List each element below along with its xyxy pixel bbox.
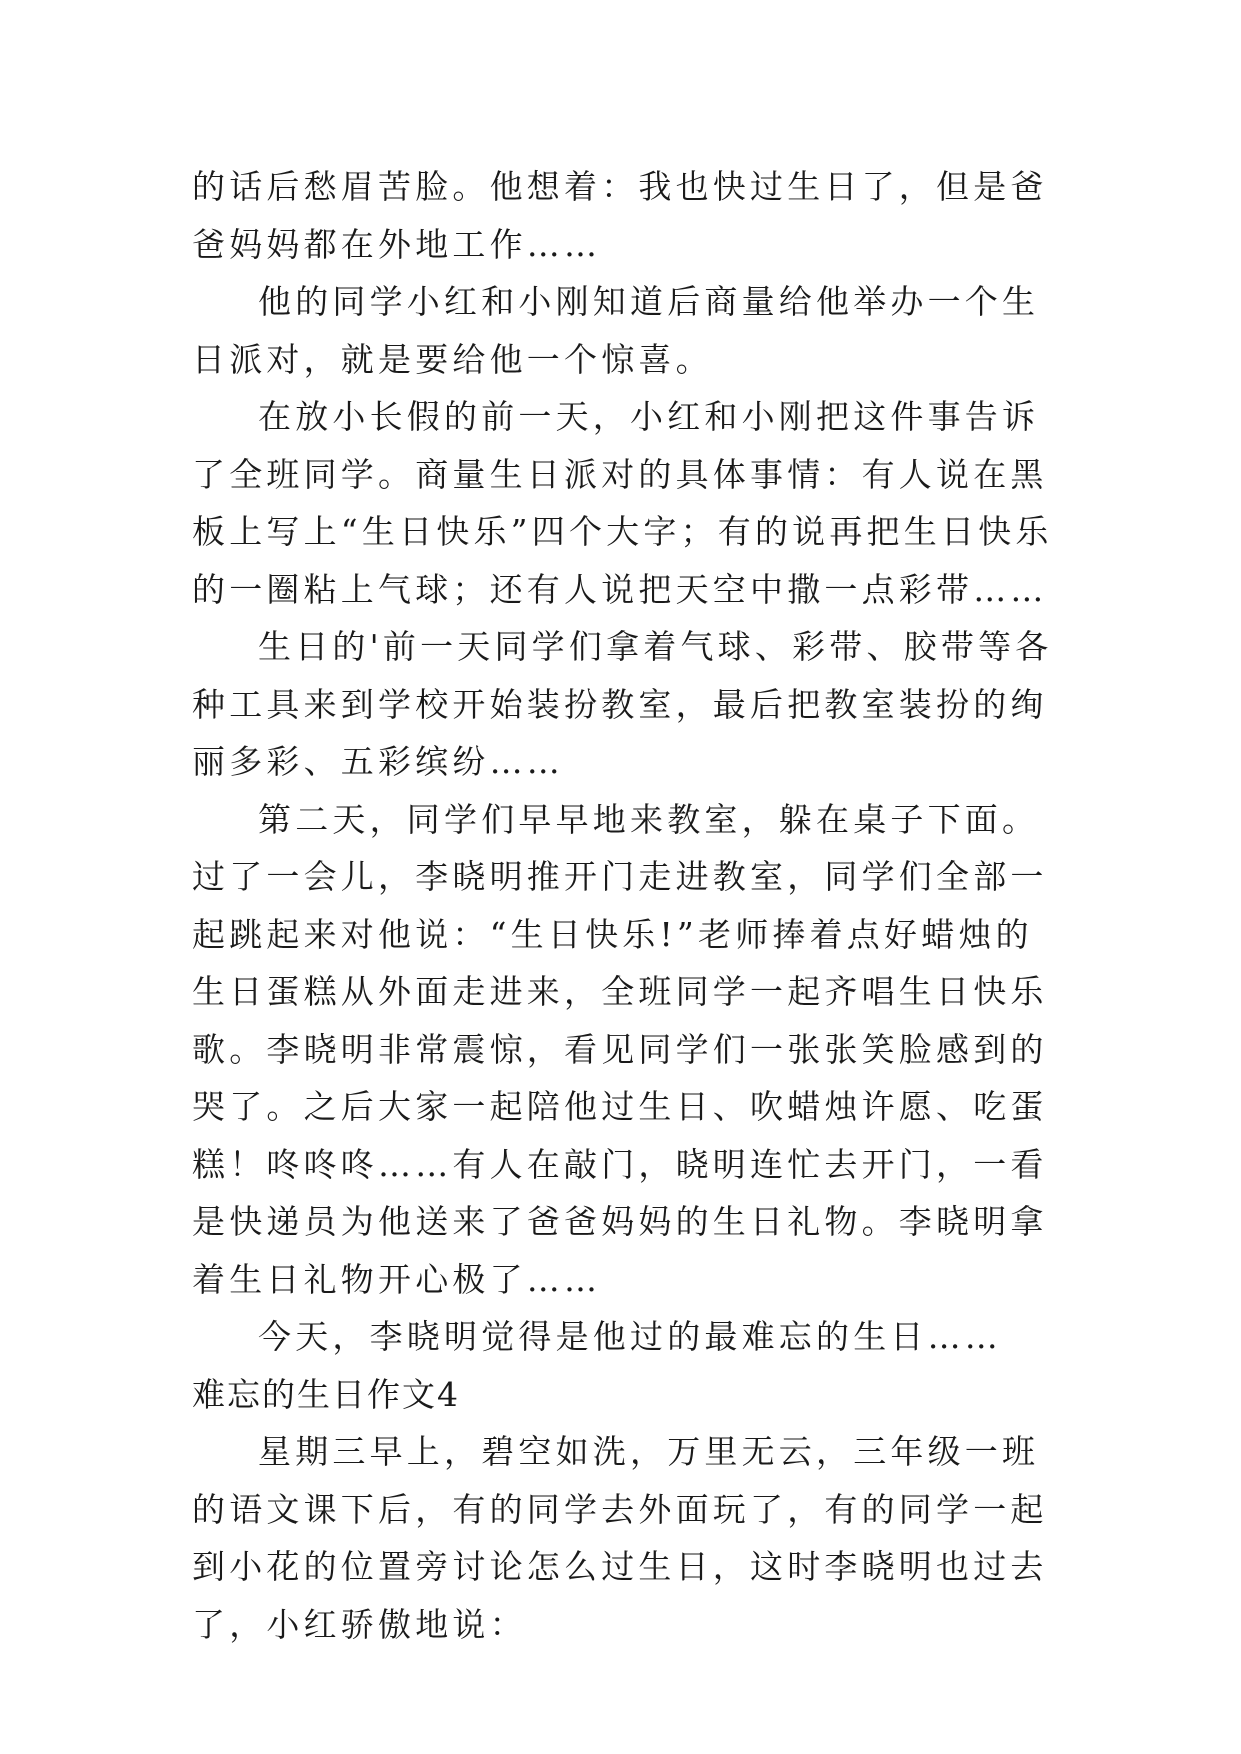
section-heading: 难忘的生日作文4 <box>192 1374 460 1414</box>
paragraph: 第二天，同学们早早地来教室，躲在桌子下面。过了一会儿，李晓明推开门走进教室，同学们全部一起跳起来对他说：“生日快乐!”老师捧着点好蜡烛的生日蛋糕从外面走进来，全班同学一起齐唱生日快乐歌。李晓明非常震惊，看见同学们一张张笑脸感到的哭了。之后大家一起陪他过生日、吹蜡烛许愿、吃蛋糕！咚咚咚……有人在敲门，晓明连忙去开门，一看是快递员为他送来了爸爸妈妈的生日礼物。李晓明拿着生日礼物开心极了…… <box>192 799 1048 1299</box>
paragraph-continuation: 的话后愁眉苦脸。他想着：我也快过生日了，但是爸爸妈妈都在外地工作…… <box>192 167 1048 264</box>
paragraph: 生日的'前一天同学们拿着气球、彩带、胶带等各种工具来到学校开始装扮教室，最后把教室装扮的绚丽多彩、五彩缤纷…… <box>192 627 1053 781</box>
paragraph: 星期三早上，碧空如洗，万里无云，三年级一班的语文课下后，有的同学去外面玩了，有的同学一起到小花的位置旁讨论怎么过生日，这时李晓明也过去了，小红骄傲地说： <box>192 1432 1048 1644</box>
paragraph: 在放小长假的前一天，小红和小刚把这件事告诉了全班同学。商量生日派对的具体事情：有人说在黑板上写上“生日快乐”四个大字；有的说再把生日快乐的一圈粘上气球；还有人说把天空中撒一点彩带…… <box>192 397 1053 609</box>
paragraph: 今天，李晓明觉得是他过的最难忘的生日…… <box>258 1317 1002 1356</box>
paragraph: 他的同学小红和小刚知道后商量给他举办一个生日派对，就是要给他一个惊喜。 <box>192 282 1040 379</box>
document-body <box>192 158 1057 1653</box>
